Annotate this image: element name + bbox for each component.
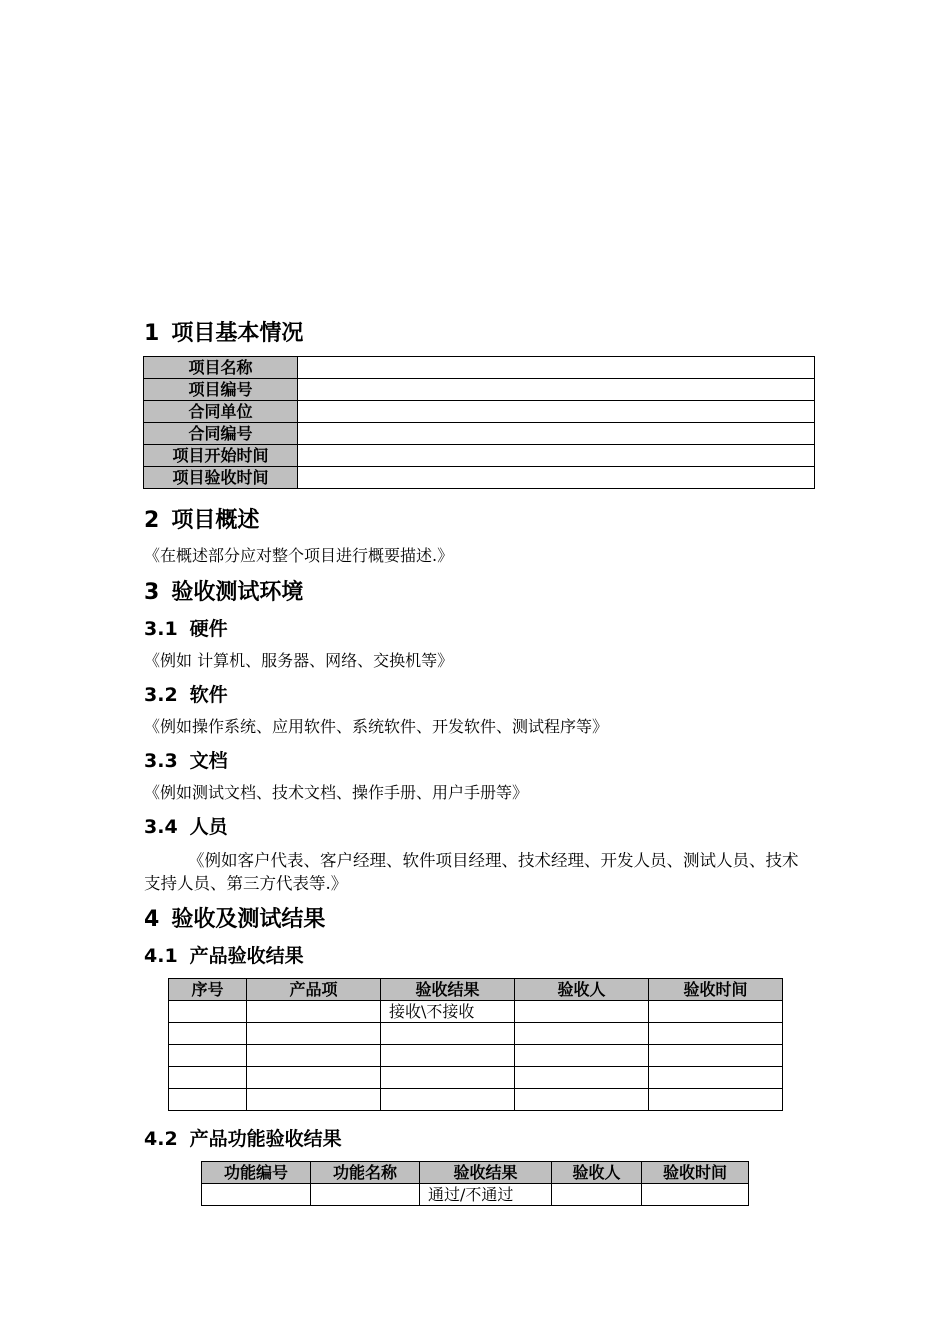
column-header: 验收结果 xyxy=(420,1162,552,1184)
row-label: 项目验收时间 xyxy=(144,467,298,489)
subsection-title: 产品功能验收结果 xyxy=(189,1128,342,1150)
table-cell[interactable] xyxy=(515,1001,649,1023)
section-number: 1 xyxy=(144,321,160,346)
column-header: 验收时间 xyxy=(642,1162,749,1184)
section-title: 项目基本情况 xyxy=(171,321,304,346)
table-cell[interactable] xyxy=(247,1023,381,1045)
hardware-text: 《例如 计算机、服务器、网络、交换机等》 xyxy=(144,651,454,670)
section-3-heading xyxy=(144,579,303,607)
table-cell[interactable] xyxy=(169,1001,247,1023)
column-header: 验收人 xyxy=(552,1162,642,1184)
table-cell[interactable] xyxy=(247,1089,381,1111)
software-text: 《例如操作系统、应用软件、系统软件、开发软件、测试程序等》 xyxy=(144,717,609,736)
table-cell[interactable] xyxy=(381,1089,515,1111)
column-header: 序号 xyxy=(169,979,247,1001)
table-cell[interactable] xyxy=(169,1023,247,1045)
value-cell[interactable] xyxy=(298,445,815,467)
subsection-4-2-heading xyxy=(144,1127,342,1151)
table-cell[interactable] xyxy=(247,1045,381,1067)
project-info-table xyxy=(143,356,815,489)
section-2-heading xyxy=(144,507,259,535)
table-cell[interactable] xyxy=(381,1023,515,1045)
section-title: 验收及测试结果 xyxy=(171,907,326,932)
table-cell[interactable] xyxy=(649,1067,783,1089)
table-row xyxy=(169,1023,783,1045)
row-label: 项目名称 xyxy=(144,357,298,379)
section-number: 4 xyxy=(144,907,160,932)
value-cell[interactable] xyxy=(298,379,815,401)
subsection-title: 文档 xyxy=(189,750,228,772)
row-label: 合同编号 xyxy=(144,423,298,445)
value-cell[interactable] xyxy=(298,423,815,445)
section-1-heading xyxy=(144,320,303,348)
section-title: 项目概述 xyxy=(171,508,260,533)
table-row xyxy=(144,445,815,467)
table-cell[interactable] xyxy=(649,1045,783,1067)
table-row xyxy=(144,467,815,489)
table-cell[interactable] xyxy=(381,1067,515,1089)
overview-text: 《在概述部分应对整个项目进行概要描述.》 xyxy=(144,546,454,565)
subsection-number: 3.4 xyxy=(144,816,178,838)
subsection-3-4-heading xyxy=(144,815,228,839)
subsection-4-1-heading xyxy=(144,944,304,968)
row-label: 合同单位 xyxy=(144,401,298,423)
section-number: 2 xyxy=(144,508,160,533)
personnel-text: 《例如客户代表、客户经理、软件项目经理、技术经理、开发人员、测试人员、技术支持人员、第三方代表等.》 xyxy=(144,851,799,893)
table-row xyxy=(144,379,815,401)
row-label: 项目编号 xyxy=(144,379,298,401)
product-acceptance-table xyxy=(168,978,783,1111)
table-cell[interactable] xyxy=(169,1045,247,1067)
table-row xyxy=(169,1001,783,1023)
table-cell[interactable] xyxy=(642,1184,749,1206)
result-cell[interactable]: 接收\不接收 xyxy=(381,1001,515,1023)
table-cell[interactable] xyxy=(515,1089,649,1111)
table-cell[interactable] xyxy=(247,1001,381,1023)
value-cell[interactable] xyxy=(298,357,815,379)
table-row xyxy=(144,357,815,379)
subsection-number: 3.2 xyxy=(144,684,178,706)
table-row xyxy=(144,423,815,445)
column-header: 验收结果 xyxy=(381,979,515,1001)
table-cell[interactable] xyxy=(247,1067,381,1089)
table-header-row xyxy=(169,979,783,1001)
section-title: 验收测试环境 xyxy=(171,580,304,605)
table-cell[interactable] xyxy=(169,1067,247,1089)
function-acceptance-table xyxy=(201,1161,749,1206)
table-row xyxy=(202,1184,749,1206)
section-4-heading xyxy=(144,906,325,934)
subsection-number: 3.1 xyxy=(144,618,178,640)
table-cell[interactable] xyxy=(311,1184,420,1206)
table-row xyxy=(169,1067,783,1089)
subsection-number: 4.1 xyxy=(144,945,178,967)
subsection-title: 软件 xyxy=(189,684,228,706)
documents-text: 《例如测试文档、技术文档、操作手册、用户手册等》 xyxy=(144,783,529,802)
subsection-title: 硬件 xyxy=(189,618,228,640)
subsection-3-2-heading xyxy=(144,683,228,707)
section-number: 3 xyxy=(144,580,160,605)
table-cell[interactable] xyxy=(515,1023,649,1045)
column-header: 功能名称 xyxy=(311,1162,420,1184)
column-header: 产品项 xyxy=(247,979,381,1001)
subsection-number: 3.3 xyxy=(144,750,178,772)
table-cell[interactable] xyxy=(649,1089,783,1111)
subsection-3-1-heading xyxy=(144,617,228,641)
result-cell[interactable]: 通过/不通过 xyxy=(420,1184,552,1206)
table-cell[interactable] xyxy=(515,1045,649,1067)
subsection-number: 4.2 xyxy=(144,1128,178,1150)
column-header: 验收时间 xyxy=(649,979,783,1001)
column-header: 验收人 xyxy=(515,979,649,1001)
table-row xyxy=(169,1089,783,1111)
subsection-title: 人员 xyxy=(189,816,228,838)
table-cell[interactable] xyxy=(381,1045,515,1067)
table-cell[interactable] xyxy=(649,1001,783,1023)
table-header-row xyxy=(202,1162,749,1184)
value-cell[interactable] xyxy=(298,401,815,423)
value-cell[interactable] xyxy=(298,467,815,489)
subsection-3-3-heading xyxy=(144,749,228,773)
table-cell[interactable] xyxy=(552,1184,642,1206)
column-header: 功能编号 xyxy=(202,1162,311,1184)
table-cell[interactable] xyxy=(515,1067,649,1089)
table-cell[interactable] xyxy=(202,1184,311,1206)
subsection-title: 产品验收结果 xyxy=(189,945,304,967)
table-cell[interactable] xyxy=(169,1089,247,1111)
table-row xyxy=(144,401,815,423)
row-label: 项目开始时间 xyxy=(144,445,298,467)
table-row xyxy=(169,1045,783,1067)
table-cell[interactable] xyxy=(649,1023,783,1045)
